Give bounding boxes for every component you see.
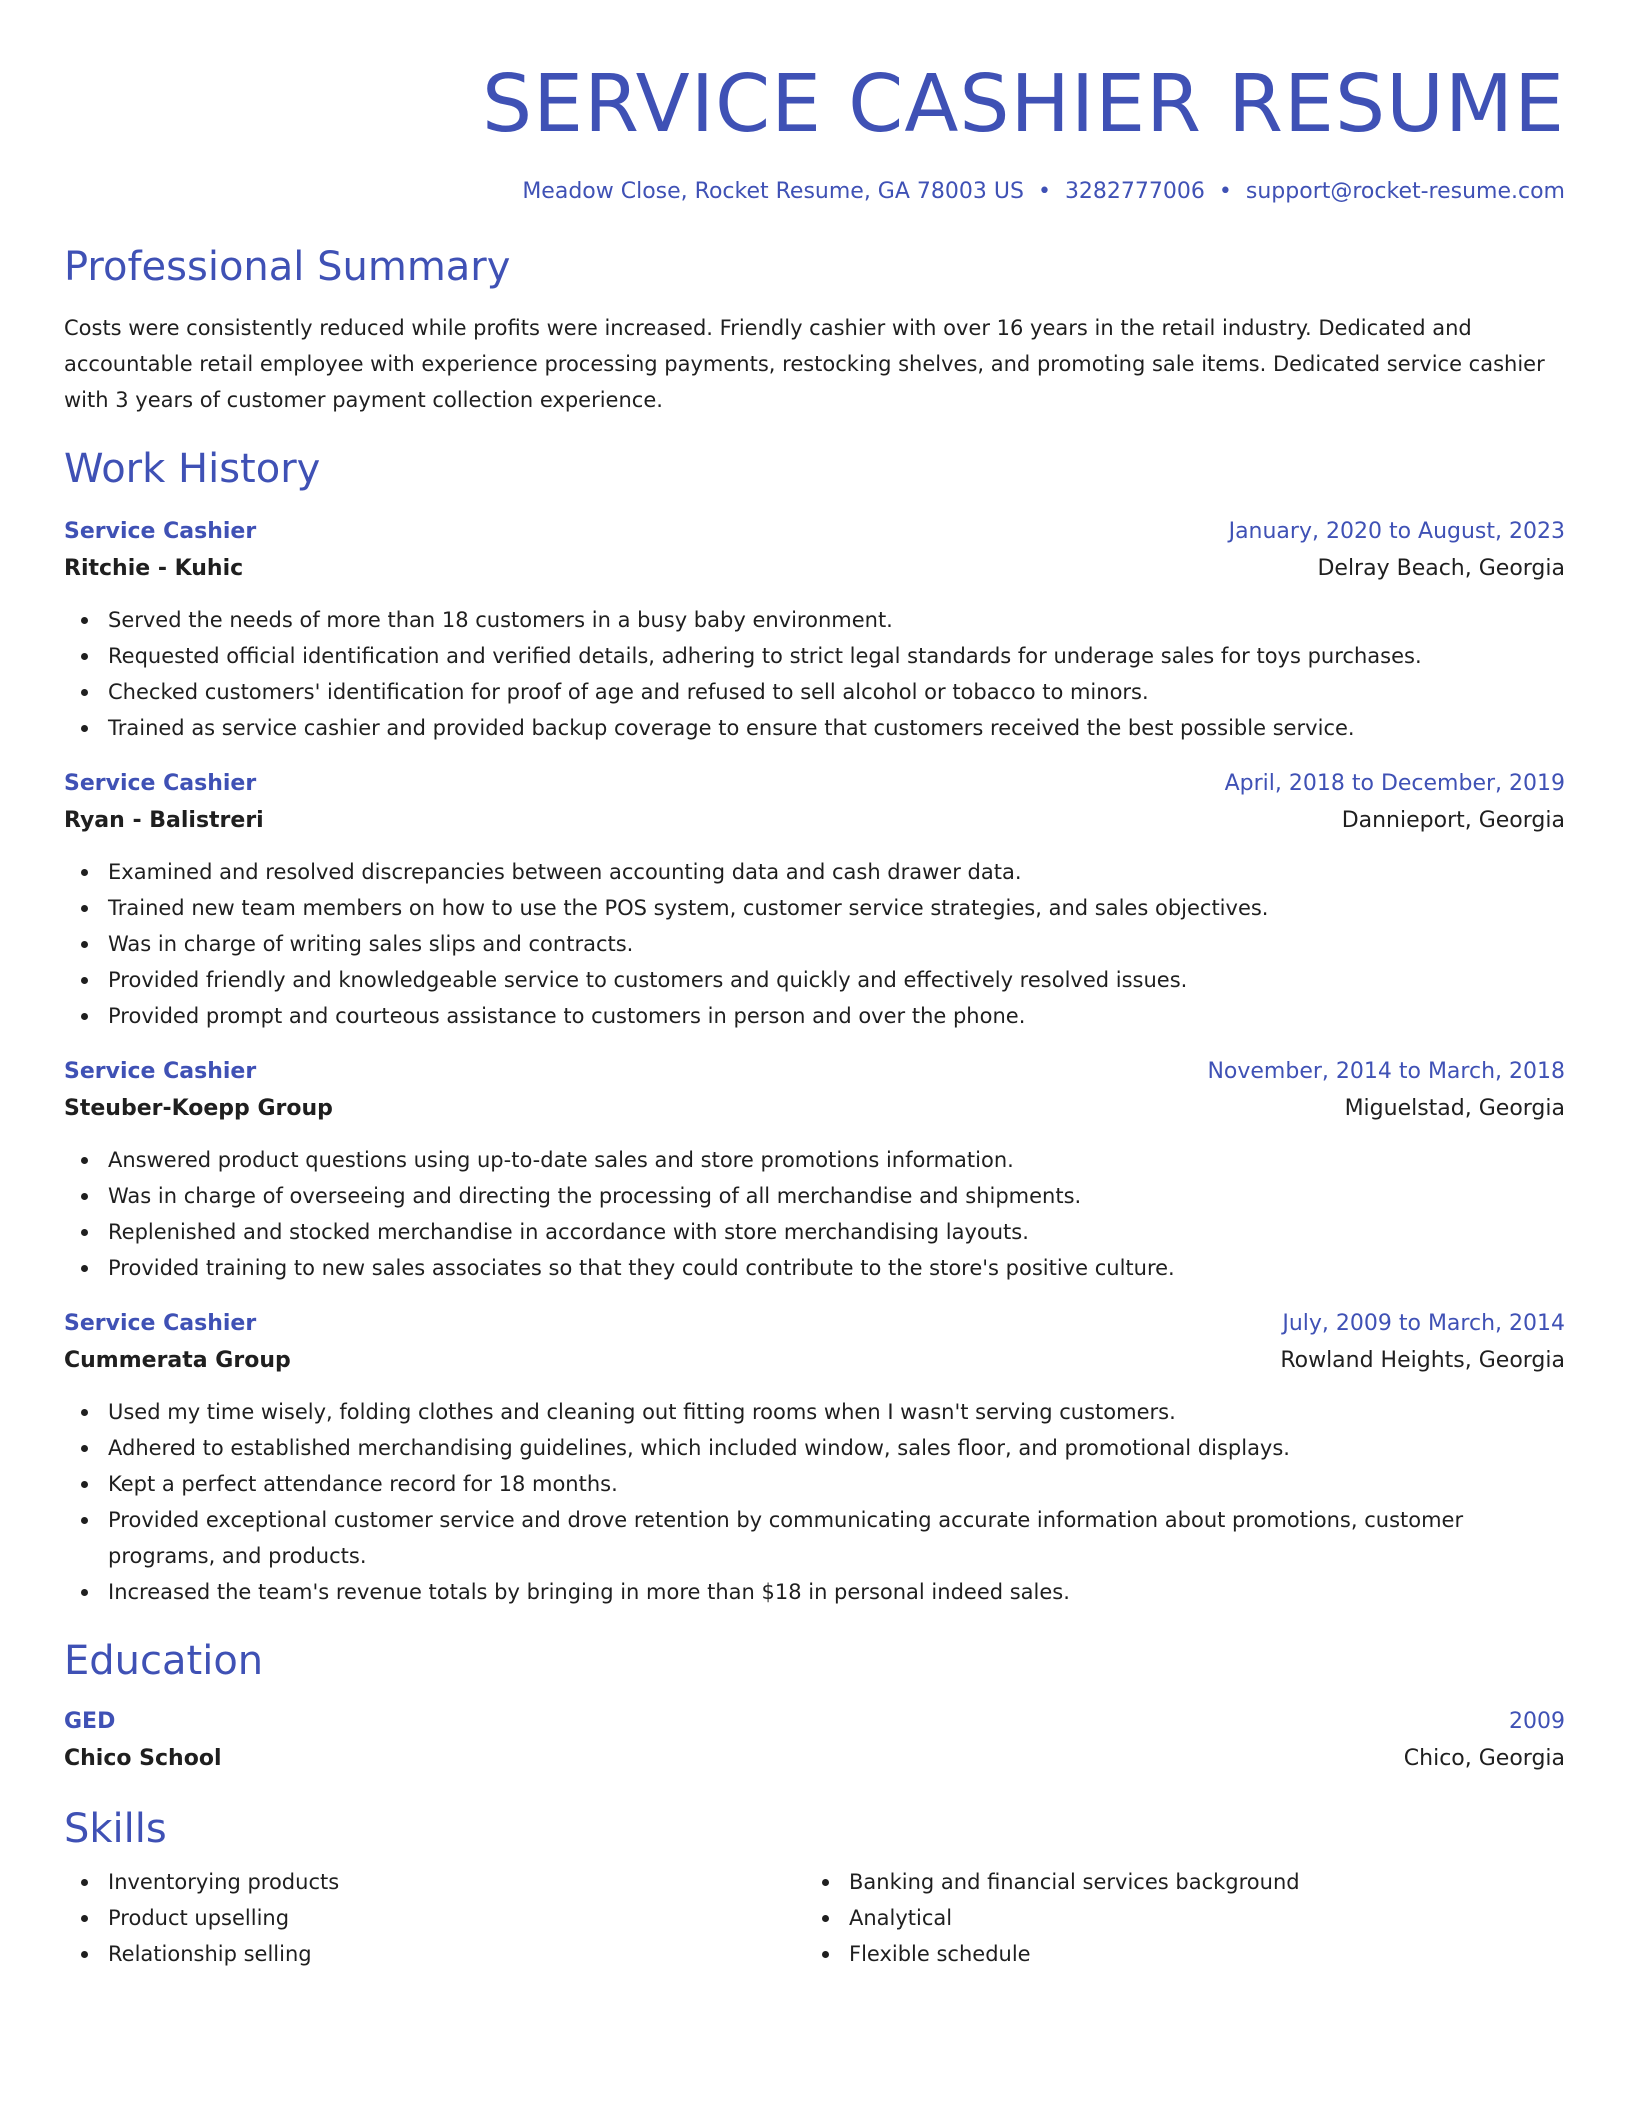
education-school: Chico School — [64, 1746, 222, 1771]
job-location: Miguelstad, Georgia — [1344, 1096, 1565, 1121]
job-bullets — [64, 854, 1565, 1034]
resume-title: SERVICE CASHIER RESUME — [482, 58, 1565, 150]
skills-heading: Skills — [64, 1806, 167, 1852]
job-bullet: Kept a perfect attendance record for 18 months. — [64, 1466, 1565, 1502]
job-location: Rowland Heights, Georgia — [1280, 1348, 1565, 1373]
skill-item: Relationship selling — [64, 1936, 805, 1972]
job-bullet: Increased the team's revenue totals by bringing in more than $18 in personal indeed sales. — [64, 1574, 1565, 1610]
skills-column-right — [805, 1864, 1546, 1972]
contact-email: support@rocket-resume.com — [1245, 179, 1565, 204]
education-subheader — [64, 1740, 1565, 1778]
job-bullet: Provided training to new sales associates so that they could contribute to the store's positive culture. — [64, 1250, 1565, 1286]
job-company: Ritchie - Kuhic — [64, 556, 244, 581]
job-subheader — [64, 550, 1565, 588]
job-header — [64, 514, 1565, 550]
job-entry — [64, 514, 1565, 746]
resume-page — [64, 0, 1565, 1972]
education-degree: GED — [64, 1709, 116, 1734]
education-entry — [64, 1704, 1565, 1778]
job-subheader — [64, 1342, 1565, 1380]
job-dates: July, 2009 to March, 2014 — [1282, 1311, 1565, 1336]
job-header — [64, 1306, 1565, 1342]
job-bullet: Used my time wisely, folding clothes and cleaning out fitting rooms when I wasn't serving customers. — [64, 1394, 1565, 1430]
job-bullets — [64, 602, 1565, 746]
job-bullet: Was in charge of overseeing and directing the processing of all merchandise and shipments. — [64, 1178, 1565, 1214]
job-bullets — [64, 1142, 1565, 1286]
job-bullet: Provided friendly and knowledgeable service to customers and quickly and effectively resolved issues. — [64, 962, 1565, 998]
job-bullet: Trained as service cashier and provided backup coverage to ensure that customers received the best possible service. — [64, 710, 1565, 746]
skill-item: Inventorying products — [64, 1864, 805, 1900]
job-bullet: Answered product questions using up-to-date sales and store promotions information. — [64, 1142, 1565, 1178]
skill-item: Banking and financial services background — [805, 1864, 1546, 1900]
job-company: Cummerata Group — [64, 1348, 291, 1373]
job-role: Service Cashier — [64, 771, 257, 796]
work-history-heading: Work History — [64, 446, 321, 492]
job-bullet: Provided prompt and courteous assistance to customers in person and over the phone. — [64, 998, 1565, 1034]
job-role: Service Cashier — [64, 1311, 257, 1336]
skills-column-left — [64, 1864, 805, 1972]
contact-line — [64, 178, 1565, 206]
job-header — [64, 1054, 1565, 1090]
job-bullet: Checked customers' identification for proof of age and refused to sell alcohol or tobacco to minors. — [64, 674, 1565, 710]
job-bullet: Adhered to established merchandising guidelines, which included window, sales floor, and promotional displays. — [64, 1430, 1565, 1466]
contact-address: Meadow Close, Rocket Resume, GA 78003 US — [522, 179, 1024, 204]
job-role: Service Cashier — [64, 1059, 257, 1084]
job-subheader — [64, 802, 1565, 840]
job-bullet: Served the needs of more than 18 customers in a busy baby environment. — [64, 602, 1565, 638]
summary-text: Costs were consistently reduced while profits were increased. Friendly cashier with over 16 years in the retail industry. Dedicated and accountable retail employee with experience processing payments, restocking shelves, and promoting sale items. Dedicated service cashier with 3 years of customer payment collection experience. — [64, 316, 1545, 412]
job-bullet: Provided exceptional customer service and drove retention by communicating accurate information about promotions, customer programs, and products. — [64, 1502, 1565, 1574]
education-header — [64, 1704, 1565, 1740]
skills-list — [64, 1864, 1565, 1972]
job-entry — [64, 1306, 1565, 1610]
job-subheader — [64, 1090, 1565, 1128]
job-location: Dannieport, Georgia — [1341, 808, 1565, 833]
job-bullet: Trained new team members on how to use the POS system, customer service strategies, and sales objectives. — [64, 890, 1565, 926]
education-year: 2009 — [1509, 1709, 1565, 1734]
skill-item: Product upselling — [64, 1900, 805, 1936]
job-bullet: Replenished and stocked merchandise in accordance with store merchandising layouts. — [64, 1214, 1565, 1250]
education-heading: Education — [64, 1638, 264, 1684]
contact-phone: 3282777006 — [1064, 179, 1205, 204]
job-bullet: Requested official identification and verified details, adhering to strict legal standards for underage sales for toys purchases. — [64, 638, 1565, 674]
job-role: Service Cashier — [64, 519, 257, 544]
job-dates: January, 2020 to August, 2023 — [1228, 519, 1565, 544]
job-entry — [64, 1054, 1565, 1286]
job-bullets — [64, 1394, 1565, 1610]
education-location: Chico, Georgia — [1403, 1746, 1565, 1771]
contact-separator: • — [1037, 179, 1051, 204]
job-location: Delray Beach, Georgia — [1317, 556, 1565, 581]
skill-item: Flexible schedule — [805, 1936, 1546, 1972]
job-company: Ryan - Balistreri — [64, 808, 264, 833]
job-dates: April, 2018 to December, 2019 — [1224, 771, 1565, 796]
job-entry — [64, 766, 1565, 1034]
job-bullet: Was in charge of writing sales slips and contracts. — [64, 926, 1565, 962]
job-dates: November, 2014 to March, 2018 — [1207, 1059, 1565, 1084]
contact-separator: • — [1218, 179, 1232, 204]
job-bullet: Examined and resolved discrepancies between accounting data and cash drawer data. — [64, 854, 1565, 890]
job-company: Steuber-Koepp Group — [64, 1096, 333, 1121]
job-header — [64, 766, 1565, 802]
skill-item: Analytical — [805, 1900, 1546, 1936]
summary-heading: Professional Summary — [64, 244, 511, 290]
